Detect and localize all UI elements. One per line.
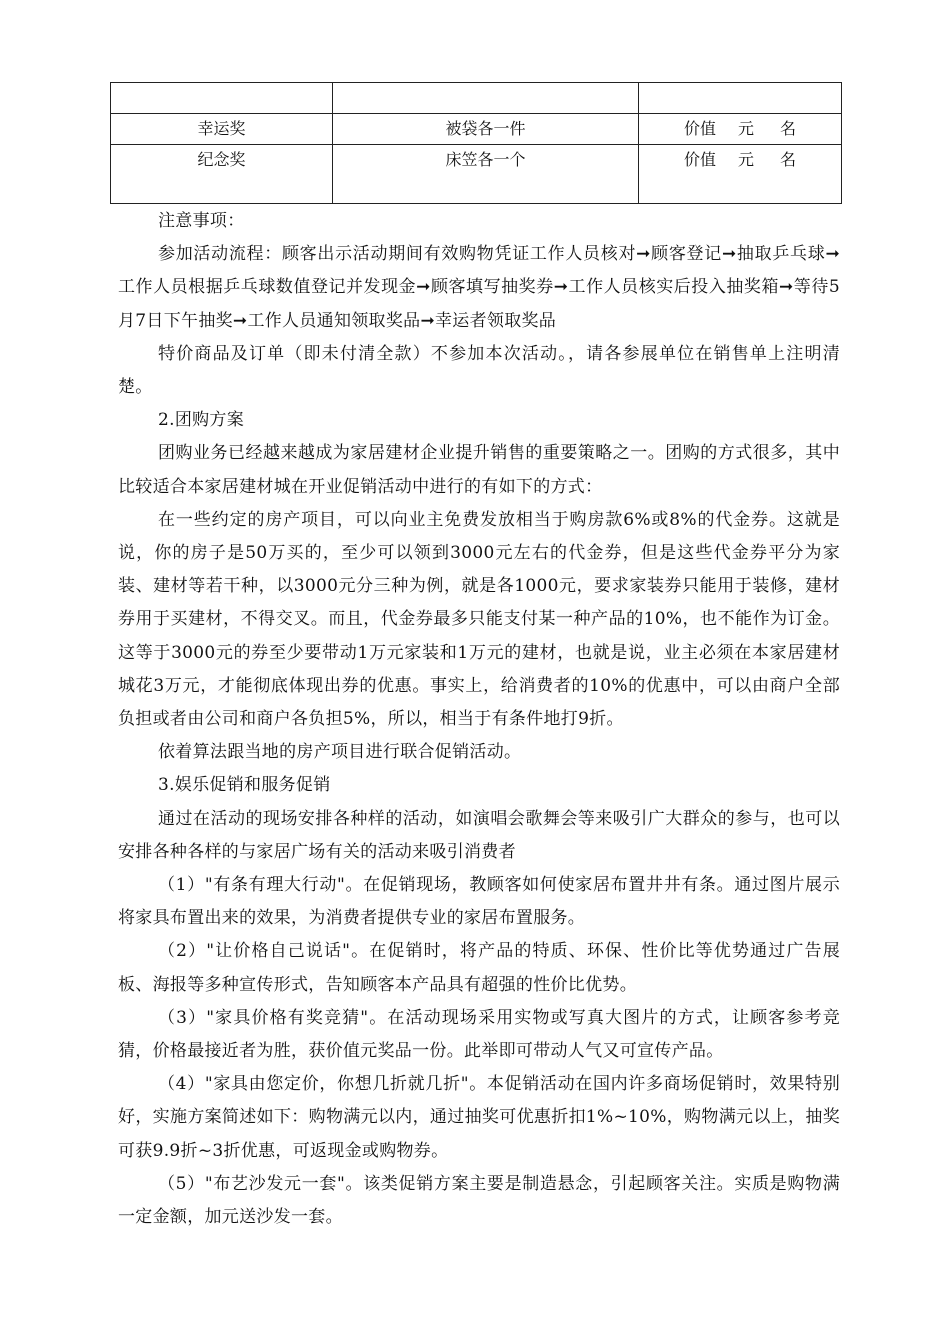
list-item: （4）"家具由您定价，你想几折就几折"。本促销活动在国内许多商场促销时，效果特别好，实施方案简述如下：购物满元以内，通过抽奖可优惠折扣1%~10%，购物满元以上，抽奖可获9.9折~3折优惠，可返现金或购物券。	[118, 1074, 840, 1161]
table-row	[111, 145, 842, 204]
value-unit-yuan: 元	[737, 119, 754, 138]
list-item: （3）"家具价格有奖竞猜"。在活动现场采用实物或写真大图片的方式，让顾客参考竞猜，价格最接近者为胜，获价值元奖品一份。此举即可带动人气又可宣传产品。	[118, 1007, 840, 1062]
section-heading: 3.娱乐促销和服务促销	[158, 775, 331, 796]
item-cell	[333, 83, 639, 114]
item-cell: 床笠各一个	[333, 145, 639, 204]
award-cell: 纪念奖	[111, 145, 333, 204]
award-cell	[111, 83, 333, 114]
list-item: （5）"布艺沙发元一套"。该类促销方案主要是制造悬念，引起顾客关注。实质是购物满一定金额，加元送沙发一套。	[118, 1173, 840, 1228]
value-unit-yuan: 元	[737, 150, 754, 169]
paragraph: 参加活动流程：顾客出示活动期间有效购物凭证工作人员核对➞顾客登记➞抽取乒乓球➞工作人员根据乒乓球数值登记并发现金➞顾客填写抽奖券➞工作人员核实后投入抽奖箱➞等待5月7日下午抽奖➞工作人员通知领取奖品➞幸运者领取奖品	[118, 244, 840, 331]
paragraph: 特价商品及订单（即未付清全款）不参加本次活动。，请各参展单位在销售单上注明清楚。	[118, 343, 840, 398]
paragraph: 团购业务已经越来越成为家居建材企业提升销售的重要策略之一。团购的方式很多，其中比较适合本家居建材城在开业促销活动中进行的有如下的方式：	[118, 443, 840, 497]
value-unit-ming: 名	[780, 150, 797, 169]
notes-heading: 注意事项：	[158, 211, 245, 231]
list-item: （2）"让价格自己说话"。在促销时，将产品的特质、环保、性价比等优势通过广告展板、海报等多种宣传形式，告知顾客本产品具有超强的性价比优势。	[118, 941, 840, 995]
paragraph: 通过在活动的现场安排各种样的活动，如演唱会歌舞会等来吸引广大群众的参与，也可以安排各种各样的与家居广场有关的活动来吸引消费者	[118, 808, 840, 862]
table-row	[111, 114, 842, 145]
value-label: 价值	[683, 119, 716, 138]
value-unit-ming: 名	[780, 119, 797, 138]
value-cell	[639, 83, 842, 114]
paragraph: 依着算法跟当地的房产项目进行联合促销活动。	[158, 742, 522, 763]
value-cell	[639, 114, 842, 145]
award-cell: 幸运奖	[111, 114, 333, 145]
item-cell: 被袋各一件	[333, 114, 639, 145]
document-body	[118, 205, 840, 1234]
section-heading: 2.团购方案	[158, 410, 245, 431]
value-cell	[639, 145, 842, 204]
table-row	[111, 83, 842, 114]
prize-table	[110, 82, 842, 204]
paragraph: 在一些约定的房产项目，可以向业主免费发放相当于购房款6%或8%的代金券。这就是说，你的房子是50万买的，至少可以领到3000元左右的代金券，但是这些代金券平分为家装、建材等若干种，以3000元分三种为例，就是各1000元，要求家装券只能用于装修，建材券用于买建材，不得交叉。而且，代金券最多只能支付某一种产品的10%，也不能作为订金。这等于3000元的券至少要带动1万元家装和1万元的建材，也就是说，业主必须在本家居建材城花3万元，才能彻底体现出券的优惠。事实上，给消费者的10%的优惠中，可以由商户全部负担或者由公司和商户各负担5%，所以，相当于有条件地打9折。	[118, 509, 840, 730]
value-label: 价值	[683, 150, 716, 169]
list-item: （1）"有条有理大行动"。在促销现场，教顾客如何使家居布置井井有条。通过图片展示将家具布置出来的效果，为消费者提供专业的家居布置服务。	[118, 875, 840, 929]
